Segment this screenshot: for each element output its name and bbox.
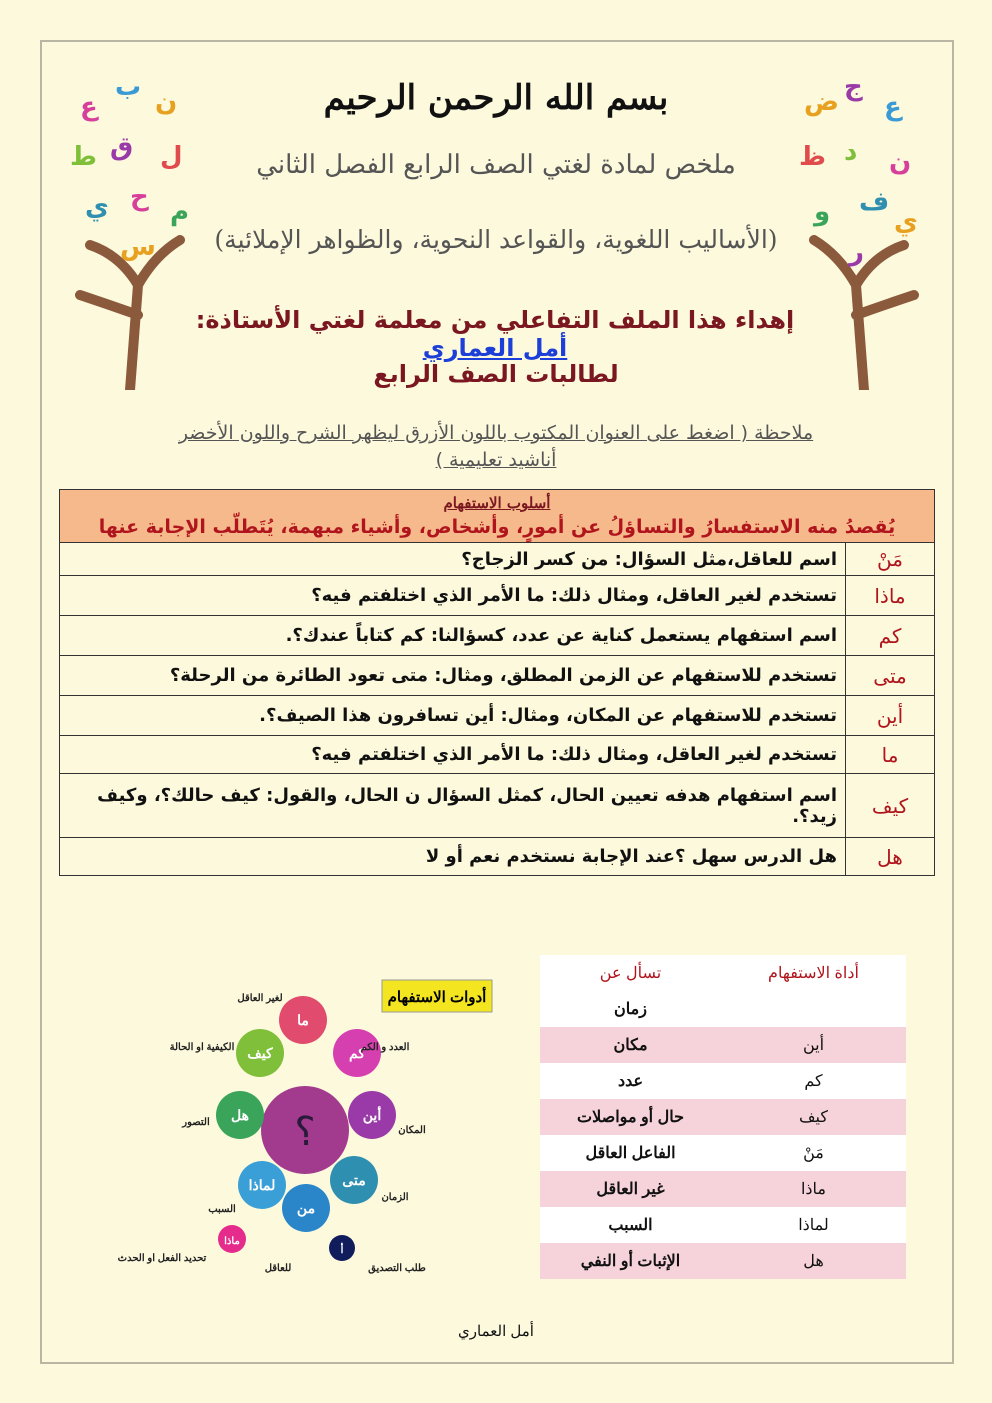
svg-text:ل: ل xyxy=(160,142,183,172)
description-cell: اسم للعاقل،مثل السؤال: من كسر الزجاج؟ xyxy=(60,543,846,576)
svg-text:ي: ي xyxy=(894,207,918,237)
description-cell: اسم استفهام هدفه تعيين الحال، كمثل السؤال ن الحال، والقول: كيف حالك؟، وكيف زيد؟. xyxy=(60,774,846,838)
instruction-note: ملاحظة ( اضغط على العنوان المكتوب باللون الأزرق ليظهر الشرح واللون الأخضر أناشيد تعليمية ) xyxy=(178,422,814,471)
tool-circle-label: ما xyxy=(297,1012,309,1028)
label-rational: للعاقل xyxy=(264,1263,292,1274)
footer-author: أمل العماري xyxy=(458,1323,534,1340)
interrogative-definition: يُقصدُ منه الاستفسارُ والتساؤلُ عن أمورٍ، وأشخاص، وأشياء مبهمة، يُتَطلّب الإجابة عنها xyxy=(98,516,896,538)
tool-circle-label: ماذا xyxy=(224,1236,240,1247)
label-action: تحديد الفعل او الحدث xyxy=(117,1253,207,1264)
asks-cell: السبب xyxy=(540,1207,721,1243)
center-question-mark: ؟ xyxy=(294,1109,316,1155)
tool-cell: كم xyxy=(846,616,935,656)
svg-text:ج: ج xyxy=(844,72,863,102)
description-cell: تستخدم للاستفهام عن الزمن المطلق، ومثال: متى تعود الطائرة من الرحلة؟ xyxy=(60,656,846,696)
svg-text:م: م xyxy=(170,197,190,227)
tool-cell: مَنْ xyxy=(846,543,935,576)
svg-text:س: س xyxy=(120,232,156,262)
diagram-title: أدوات الاستفهام xyxy=(387,989,487,1006)
tool-circle-label: من xyxy=(296,1200,316,1216)
interrogative-tools-diagram xyxy=(110,975,510,1280)
asks-cell: حال أو مواصلات xyxy=(540,1099,721,1135)
tool-cell: كم xyxy=(721,1063,906,1099)
svg-text:ظ: ظ xyxy=(799,142,827,172)
table-row xyxy=(540,1027,906,1063)
interrogative-title-link[interactable]: أسلوب الاستفهام xyxy=(443,494,551,512)
table-row xyxy=(60,543,935,576)
tool-cell: مَنْ xyxy=(721,1135,906,1171)
tool-cell: كيف xyxy=(721,1099,906,1135)
svg-text:ح: ح xyxy=(130,182,149,212)
table-row xyxy=(540,991,906,1027)
interrogative-table xyxy=(59,489,935,876)
tool-cell xyxy=(721,991,906,1027)
interrogative-header xyxy=(60,490,935,543)
header-asks: تسأل عن xyxy=(540,955,721,991)
svg-text:ق: ق xyxy=(110,132,134,162)
topics-subtitle: (الأساليب اللغوية، والقواعد النحوية، والظواهر الإملائية) xyxy=(214,225,778,254)
table-row xyxy=(540,1243,906,1279)
svg-text:ن: ن xyxy=(155,87,178,117)
basmala-heading: بسم الله الرحمن الرحيم xyxy=(323,78,669,118)
asks-cell: مكان xyxy=(540,1027,721,1063)
subject-title: ملخص لمادة لغتي الصف الرابع الفصل الثاني xyxy=(256,150,736,180)
tools-table xyxy=(540,955,906,1279)
label-number: العدد و الكم xyxy=(360,1042,410,1053)
svg-text:ر: ر xyxy=(849,237,864,267)
tool-circle-label: هل xyxy=(231,1107,249,1123)
label-manner: الكيفية او الحالة xyxy=(169,1042,235,1053)
table-row xyxy=(60,656,935,696)
tool-circle-label: كيف xyxy=(247,1045,273,1061)
table-row xyxy=(60,576,935,616)
svg-text:ب: ب xyxy=(115,72,142,102)
tool-cell: متى xyxy=(846,656,935,696)
asks-cell: الإثبات أو النفي xyxy=(540,1243,721,1279)
tool-cell: ماذا xyxy=(721,1171,906,1207)
label-reason: السبب xyxy=(208,1204,236,1215)
asks-cell: الفاعل العاقل xyxy=(540,1135,721,1171)
svg-text:د: د xyxy=(844,137,858,167)
svg-text:ط: ط xyxy=(70,142,98,172)
label-time: الزمان xyxy=(381,1192,409,1203)
tool-cell: هل xyxy=(846,838,935,876)
svg-text:ن: ن xyxy=(889,147,912,177)
tool-cell: هل xyxy=(721,1243,906,1279)
svg-text:ع: ع xyxy=(80,92,98,122)
table-row xyxy=(60,736,935,774)
tool-cell: ما xyxy=(846,736,935,774)
table-row xyxy=(60,696,935,736)
tool-circle-label: لماذا xyxy=(248,1177,276,1193)
table-row xyxy=(540,1135,906,1171)
asks-cell: غير العاقل xyxy=(540,1171,721,1207)
svg-text:ي: ي xyxy=(85,192,109,222)
label-non-rational: لغير العاقل xyxy=(237,993,283,1004)
svg-text:و: و xyxy=(814,197,831,227)
audience-line: لطالبات الصف الرابع xyxy=(373,360,619,388)
description-cell: تستخدم لغير العاقل، ومثال ذلك: ما الأمر الذي اختلفتم فيه؟ xyxy=(60,736,846,774)
tool-cell: ماذا xyxy=(846,576,935,616)
description-cell: هل الدرس سهل ؟عند الإجابة نستخدم نعم أو لا xyxy=(60,838,846,876)
table-row xyxy=(60,774,935,838)
header-tool: أداة الاستفهام xyxy=(721,955,906,991)
teacher-name-link[interactable]: أمل العماري xyxy=(422,334,568,362)
label-place: المكان xyxy=(398,1125,426,1136)
table-row xyxy=(60,616,935,656)
dedication-line xyxy=(170,306,820,362)
table-row xyxy=(540,1063,906,1099)
table-row xyxy=(540,1099,906,1135)
label-concept: التصور xyxy=(182,1117,210,1128)
svg-text:ف: ف xyxy=(859,187,890,217)
label-confirm: طلب التصديق xyxy=(368,1263,426,1274)
asks-cell: عدد xyxy=(540,1063,721,1099)
tool-circle-label: أ xyxy=(340,1245,344,1256)
svg-text:ض: ض xyxy=(804,87,839,117)
table-row xyxy=(60,838,935,876)
tool-cell: كيف xyxy=(846,774,935,838)
description-cell: اسم استفهام يستعمل كناية عن عدد، كسؤالنا: كم كتاباً عندك؟. xyxy=(60,616,846,656)
tool-circle-label: أين xyxy=(362,1107,382,1123)
tool-cell: أين xyxy=(721,1027,906,1063)
description-cell: تستخدم للاستفهام عن المكان، ومثال: أين تسافرون هذا الصيف؟. xyxy=(60,696,846,736)
description-cell: تستخدم لغير العاقل، ومثال ذلك: ما الأمر الذي اختلفتم فيه؟ xyxy=(60,576,846,616)
table-row xyxy=(540,1171,906,1207)
tool-circle-label: كم xyxy=(349,1045,365,1061)
svg-text:ع: ع xyxy=(884,92,902,122)
asks-cell: زمان xyxy=(540,991,721,1027)
tool-circle-label: متى xyxy=(342,1172,366,1188)
tool-cell: أين xyxy=(846,696,935,736)
table-row xyxy=(540,1207,906,1243)
tool-cell: لماذا xyxy=(721,1207,906,1243)
dedication-text: إهداء هذا الملف التفاعلي من معلمة لغتي الأستاذة: xyxy=(195,306,795,334)
